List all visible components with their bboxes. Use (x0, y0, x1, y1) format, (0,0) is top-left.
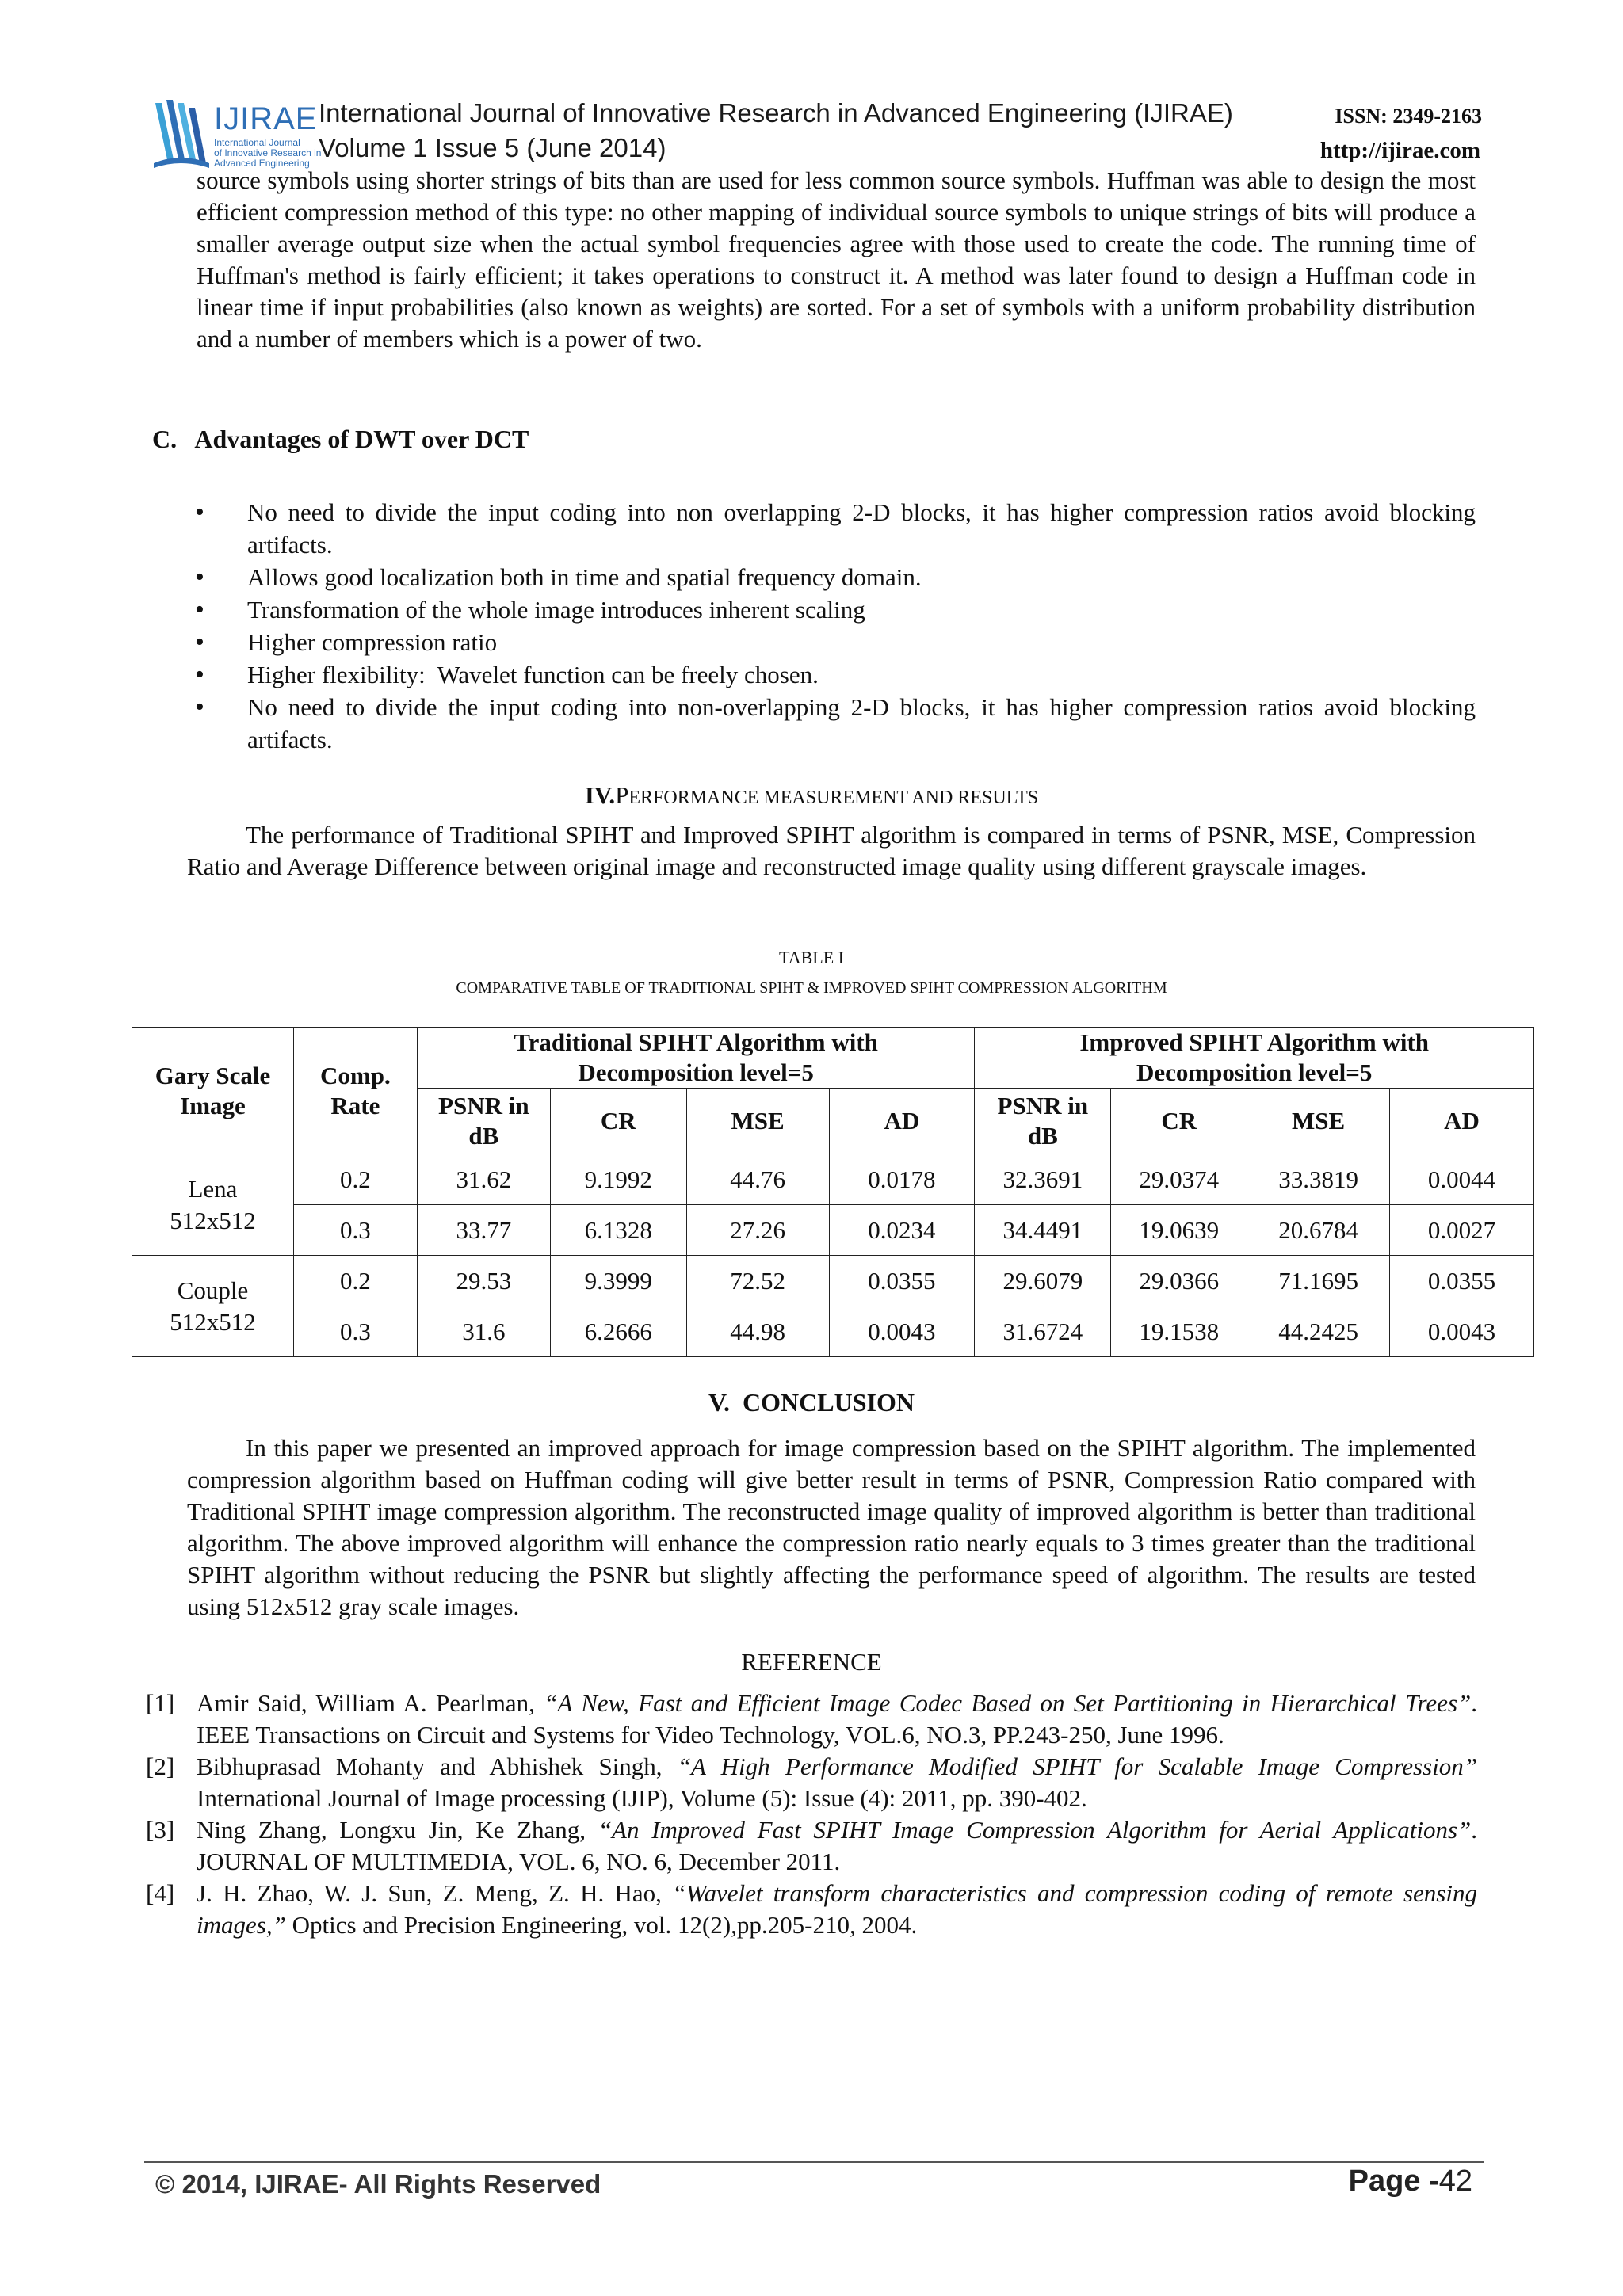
comparison-table (132, 1027, 1534, 1357)
subheader-cr: CR (550, 1089, 686, 1154)
logo-subtitle-line-2: of Innovative Research in (214, 147, 322, 158)
reference-title: “An Improved Fast SPIHT Image Compression Algorithm for Aerial Applications” (598, 1816, 1472, 1844)
reference-item (146, 1814, 1477, 1878)
section-iv-heading (0, 781, 1623, 810)
logo-subtitle-line-1: International Journal (214, 137, 300, 148)
table-cell: 19.0639 (1111, 1205, 1247, 1256)
table-cell: 44.98 (686, 1306, 829, 1357)
table-label: TABLE I (779, 948, 844, 967)
conclusion-body (187, 1432, 1476, 1623)
page-prefix: Page - (1348, 2164, 1439, 2198)
table-row (132, 1256, 1534, 1306)
table-cell: 6.1328 (550, 1205, 686, 1256)
subheader-mse: MSE (686, 1089, 829, 1154)
table-row (132, 1205, 1534, 1256)
image-name-cell: Couple 512x512 (132, 1256, 294, 1357)
reference-title: “Wavelet transform characteristics and compression coding of remote sensing images,” (197, 1879, 1477, 1939)
intro-section (197, 165, 1476, 355)
journal-url[interactable]: http://ijirae.com (1319, 138, 1480, 163)
section-iv-body (187, 819, 1476, 883)
table-cell: 0.2 (293, 1154, 417, 1205)
section-iv-paragraph: The performance of Traditional SPIHT and Improved SPIHT algorithm is compared in terms of PSNR, MSE, Compression Ratio and Average Difference between original image and reconstructed image quality using different grayscale images. (187, 821, 1476, 880)
table-cell: 71.1695 (1247, 1256, 1390, 1306)
table-row (132, 1154, 1534, 1205)
header-rate: Comp. Rate (293, 1028, 417, 1154)
reference-number: [1] (146, 1689, 175, 1717)
table-cell: 34.4491 (975, 1205, 1111, 1256)
logo-wordmark: IJIRAE (214, 101, 318, 136)
subheader-psnr: PSNR in dB (417, 1089, 550, 1154)
table-caption: COMPARATIVE TABLE OF TRADITIONAL SPIHT & IMPROVED SPIHT COMPRESSION ALGORITHM (456, 979, 1167, 997)
reference-authors: J. H. Zhao, W. J. Sun, Z. Meng, Z. H. Hao, (197, 1879, 673, 1907)
table-cell: 0.0355 (1390, 1256, 1534, 1306)
reference-title: “A High Performance Modified SPIHT for Scalable Image Compression” (677, 1753, 1477, 1780)
list-item: • Higher compression ratio (247, 626, 1476, 658)
header-image: Gary Scale Image (132, 1028, 294, 1154)
table-cell: 44.76 (686, 1154, 829, 1205)
footer-divider (144, 2161, 1484, 2163)
reference-authors: Bibhuprasad Mohanty and Abhishek Singh, (197, 1753, 678, 1780)
table-cell: 0.0043 (1390, 1306, 1534, 1357)
reference-item (146, 1751, 1477, 1814)
table-cell: 9.1992 (550, 1154, 686, 1205)
list-item: • Transformation of the whole image introduces inherent scaling (247, 593, 1476, 626)
table-cell: 0.0044 (1390, 1154, 1534, 1205)
book-stripes-icon (151, 97, 212, 170)
section-iv-title-rest: ERFORMANCE MEASUREMENT AND RESULTS (628, 788, 1039, 808)
table-cell: 31.6 (417, 1306, 550, 1357)
list-item: • Higher flexibility: Wavelet function can be freely chosen. (247, 658, 1476, 691)
table-cell: 33.77 (417, 1205, 550, 1256)
intro-paragraph: source symbols using shorter strings of bits than are used for less common source symbols. Huffman was able to design the most efficient compression method of this type: no other mapping of individual source symbols to unique strings of bits will produce a smaller average output size when the actual symbol frequencies agree with those used to create the code. The running time of Huffman's method is fairly efficient; it takes operations to construct it. A method was later found to design a Huffman code in linear time if input probabilities (also known as weights) are sorted. For a set of symbols with a uniform probability distribution and a number of members which is a power of two. (197, 166, 1476, 353)
table-cell: 32.3691 (975, 1154, 1111, 1205)
table-cell: 0.0027 (1390, 1205, 1534, 1256)
section-iv-title-first: P (615, 781, 629, 809)
reference-authors: Ning Zhang, Longxu Jin, Ke Zhang, (197, 1816, 598, 1844)
subheader-ad: AD (829, 1089, 975, 1154)
reference-number: [4] (146, 1879, 175, 1907)
reference-details: . IEEE Transactions on Circuit and Systems for Video Technology, VOL.6, NO.3, PP.243-250, June 1996. (197, 1689, 1478, 1749)
table-cell: 0.0043 (829, 1306, 975, 1357)
subheader-ad: AD (1390, 1089, 1534, 1154)
table-cell: 0.3 (293, 1306, 417, 1357)
table-cell: 33.3819 (1247, 1154, 1390, 1205)
subheader-cr: CR (1111, 1089, 1247, 1154)
subheader-mse: MSE (1247, 1089, 1390, 1154)
reference-number: [2] (146, 1753, 175, 1780)
reference-details: . JOURNAL OF MULTIMEDIA, VOL. 6, NO. 6, December 2011. (197, 1816, 1477, 1875)
table-cell: 31.6724 (975, 1306, 1111, 1357)
reference-authors: Amir Said, William A. Pearlman, (197, 1689, 544, 1717)
table-row (132, 1306, 1534, 1357)
reference-item (146, 1878, 1477, 1941)
journal-title: International Journal of Innovative Research in Advanced Engineering (IJIRAE) (319, 98, 1233, 128)
table-cell: 0.2 (293, 1256, 417, 1306)
conclusion-heading: V. CONCLUSION (708, 1388, 915, 1417)
table-cell: 0.0355 (829, 1256, 975, 1306)
footer-copyright: © 2014, IJIRAE- All Rights Reserved (155, 2169, 601, 2199)
table-cell: 9.3999 (550, 1256, 686, 1306)
advantages-list (247, 496, 1476, 756)
list-item: • No need to divide the input coding into non-overlapping 2-D blocks, it has higher compression ratios avoid blocking artifacts. (247, 691, 1476, 756)
references-heading: REFERENCE (741, 1648, 882, 1676)
references-list (146, 1688, 1477, 1941)
volume-issue: Volume 1 Issue 5 (June 2014) (319, 133, 666, 162)
header-traditional: Traditional SPIHT Algorithm with Decomposition level=5 (417, 1028, 975, 1089)
reference-number: [3] (146, 1816, 175, 1844)
header-improved: Improved SPIHT Algorithm with Decomposition level=5 (975, 1028, 1534, 1089)
table-cell: 29.53 (417, 1256, 550, 1306)
table-cell: 6.2666 (550, 1306, 686, 1357)
table-cell: 0.0178 (829, 1154, 975, 1205)
table-cell: 19.1538 (1111, 1306, 1247, 1357)
table-cell: 29.6079 (975, 1256, 1111, 1306)
reference-item (146, 1688, 1477, 1751)
table-cell: 31.62 (417, 1154, 550, 1205)
issn: ISSN: 2349-2163 (1335, 105, 1482, 128)
conclusion-paragraph: In this paper we presented an improved approach for image compression based on the SPIHT algorithm. The implemented compression algorithm based on Huffman coding will give better result in terms of PSNR, Compression Ratio compared with Traditional SPIHT image compression algorithm. The reconstructed image quality of improved algorithm is better than traditional algorithm. The above improved algorithm will enhance the compression ratio nearly equals to 3 times greater than the traditional SPIHT algorithm without reducing the PSNR but slightly affecting the performance speed of algorithm. The results are tested using 512x512 gray scale images. (187, 1434, 1476, 1620)
table-cell: 29.0366 (1111, 1256, 1247, 1306)
table-cell: 29.0374 (1111, 1154, 1247, 1205)
table-cell: 0.0234 (829, 1205, 975, 1256)
table-cell: 44.2425 (1247, 1306, 1390, 1357)
subheader-psnr: PSNR in dB (975, 1089, 1111, 1154)
reference-title: “A New, Fast and Efficient Image Codec Based on Set Partitioning in Hierarchical Trees” (544, 1689, 1472, 1717)
journal-logo (151, 97, 322, 172)
page-header (151, 89, 1482, 168)
table-cell: 20.6784 (1247, 1205, 1390, 1256)
page-number: 42 (1438, 2164, 1472, 2198)
section-c-heading: C. Advantages of DWT over DCT (152, 425, 529, 453)
list-item: • No need to divide the input coding into non overlapping 2-D blocks, it has higher compression ratios avoid blocking artifacts. (247, 496, 1476, 561)
reference-details: Optics and Precision Engineering, vol. 12(2),pp.205-210, 2004. (285, 1911, 918, 1939)
list-item: • Allows good localization both in time and spatial frequency domain. (247, 561, 1476, 593)
section-iv-number: IV. (584, 781, 616, 809)
reference-details: International Journal of Image processing (IJIP), Volume (5): Issue (4): 2011, pp. 390-402. (197, 1784, 1087, 1812)
image-name-cell: Lena 512x512 (132, 1154, 294, 1256)
table-cell: 0.3 (293, 1205, 417, 1256)
footer-page-number (1349, 2164, 1472, 2199)
table-cell: 72.52 (686, 1256, 829, 1306)
table-cell: 27.26 (686, 1205, 829, 1256)
logo-subtitle-line-3: Advanced Engineering (214, 158, 310, 169)
